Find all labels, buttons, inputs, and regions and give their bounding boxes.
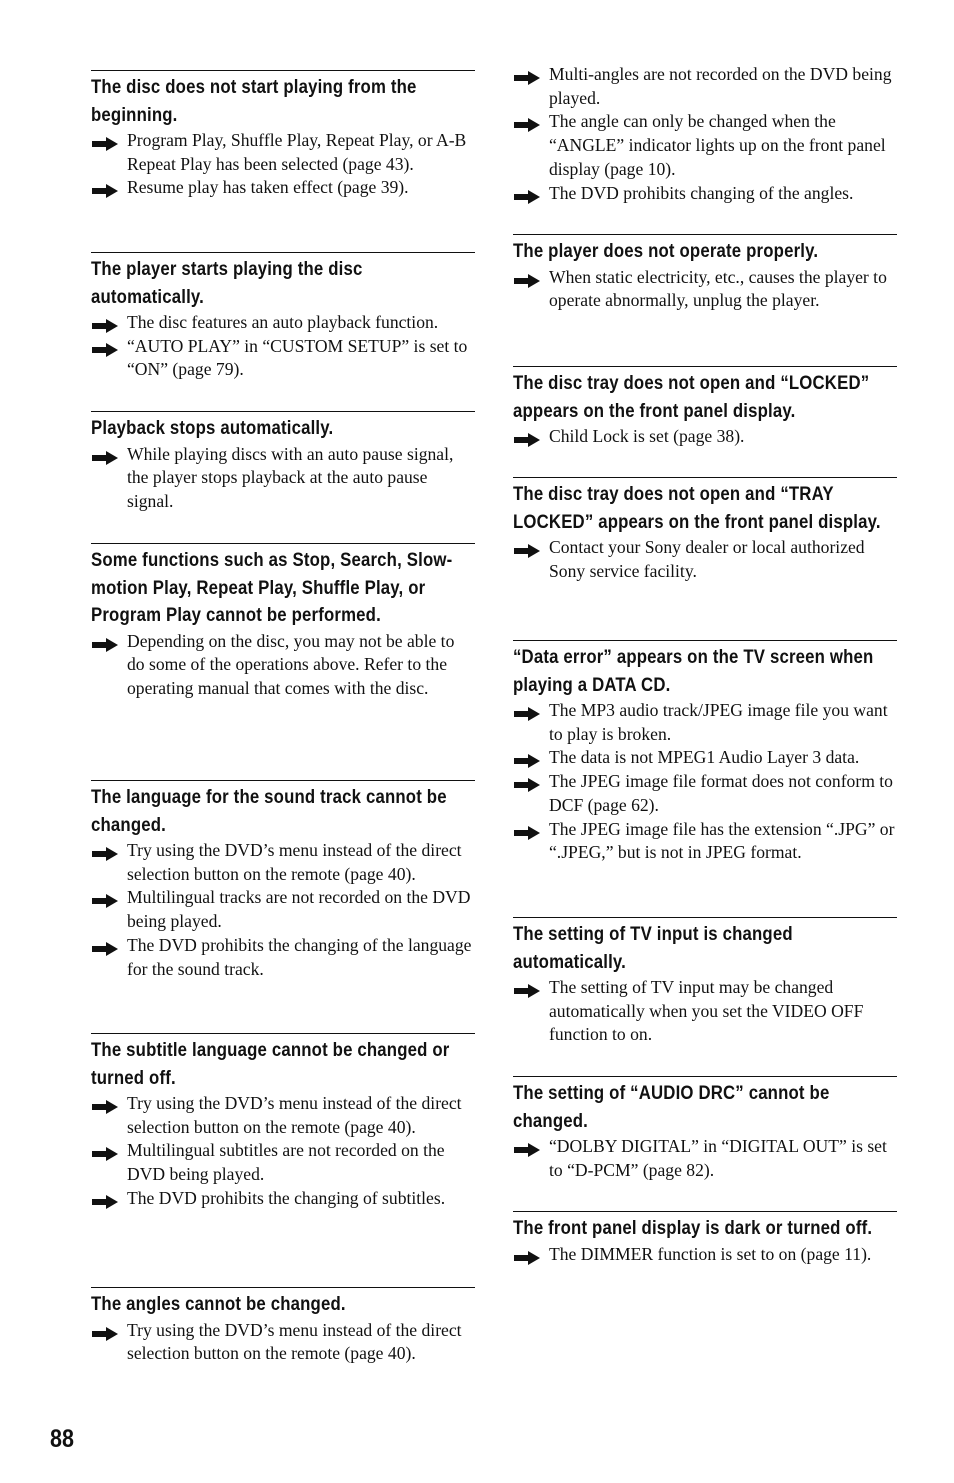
section-heading: The player does not operate properly. [513, 240, 819, 262]
remedy-item [513, 976, 897, 1047]
arrow-icon [92, 939, 118, 953]
remedy-text: When static electricity, etc., causes the player to operate abnormally, unplug the player. [549, 266, 887, 311]
remedy-item [513, 770, 897, 817]
remedy-item [513, 1243, 897, 1267]
trouble-section [91, 1033, 475, 1211]
remedy-item [513, 699, 897, 746]
remedy-item [91, 886, 475, 933]
remedy-item [513, 182, 897, 206]
section-heading: The disc does not start playing from the beginning. [91, 76, 417, 126]
trouble-section [513, 1076, 897, 1182]
remedy-text: The DVD prohibits the changing of subtitles. [127, 1187, 446, 1208]
remedy-text: The DVD prohibits the changing of the language for the sound track. [127, 934, 472, 979]
remedy-text: The angle can only be changed when the “ANGLE” indicator lights up on the front panel display (page 10). [549, 111, 886, 179]
arrow-icon [514, 823, 540, 837]
trouble-section [91, 780, 475, 981]
trouble-section [513, 63, 897, 205]
arrow-icon [514, 751, 540, 765]
arrow-icon [514, 430, 540, 444]
remedy-text: The data is not MPEG1 Audio Layer 3 data. [549, 747, 860, 768]
arrow-icon [514, 187, 540, 201]
remedy-item [91, 1319, 475, 1366]
trouble-section [91, 411, 475, 514]
arrow-icon [514, 1140, 540, 1154]
remedy-text: The disc features an auto playback function. [127, 312, 439, 332]
trouble-section [91, 1287, 475, 1366]
arrow-icon [92, 1097, 118, 1111]
arrow-icon [514, 1248, 540, 1262]
remedy-text: The DIMMER function is set to on (page 11). [549, 1243, 872, 1264]
arrow-icon [514, 775, 540, 789]
remedy-text: Contact your Sony dealer or local authorized Sony service facility. [549, 537, 865, 581]
trouble-section [513, 366, 897, 449]
trouble-section [513, 234, 897, 313]
remedy-item [513, 425, 897, 449]
remedy-item [91, 1139, 475, 1186]
arrow-icon [514, 271, 540, 285]
section-heading: The angles cannot be changed. [91, 1293, 346, 1315]
remedy-item [91, 335, 475, 382]
remedy-text: Try using the DVD’s menu instead of the direct selection button on the remote (page 40). [127, 1319, 462, 1364]
section-heading: “Data error” appears on the TV screen when playing a DATA CD. [513, 646, 874, 696]
arrow-icon [92, 1144, 118, 1158]
arrow-icon [514, 704, 540, 718]
section-heading: The disc tray does not open and “TRAY LOCKED” appears on the front panel display. [513, 483, 881, 533]
section-heading: Some functions such as Stop, Search, Slow-motion Play, Repeat Play, Shuffle Play, or Program Play cannot be performed. [91, 549, 453, 626]
remedy-text: Multilingual tracks are not recorded on the DVD being played. [127, 887, 471, 932]
remedy-item [91, 176, 475, 200]
arrow-icon [92, 1324, 118, 1338]
arrow-icon [92, 181, 118, 195]
remedy-text: Try using the DVD’s menu instead of the direct selection button on the remote (page 40). [127, 840, 462, 884]
remedy-text: The JPEG image file format does not conform to DCF (page 62). [549, 771, 893, 815]
remedy-item [513, 1135, 897, 1182]
remedy-item [91, 129, 475, 176]
remedy-item [91, 1187, 475, 1211]
trouble-section [513, 1211, 897, 1266]
section-heading: The language for the sound track cannot be changed. [91, 786, 447, 836]
remedy-text: Try using the DVD’s menu instead of the direct selection button on the remote (page 40). [127, 1093, 462, 1137]
section-heading: The setting of “AUDIO DRC” cannot be changed. [513, 1082, 830, 1132]
remedy-text: The setting of TV input may be changed automatically when you set the VIDEO OFF function to on. [549, 977, 864, 1045]
remedy-text: Program Play, Shuffle Play, Repeat Play, or A-B Repeat Play has been selected (page 43). [127, 130, 467, 174]
section-heading: The disc tray does not open and “LOCKED” appears on the front panel display. [513, 372, 870, 422]
section-heading: The player starts playing the disc automatically. [91, 258, 363, 308]
remedy-text: “AUTO PLAY” in “CUSTOM SETUP” is set to “ON” (page 79). [127, 335, 468, 380]
remedy-item [91, 443, 475, 514]
remedy-item [513, 536, 897, 583]
remedy-text: Multilingual subtitles are not recorded on the DVD being played. [127, 1140, 445, 1185]
remedy-text: Child Lock is set (page 38). [549, 426, 745, 446]
trouble-section [91, 252, 475, 382]
arrow-icon [92, 340, 118, 354]
trouble-section [513, 640, 897, 865]
remedy-text: Resume play has taken effect (page 39). [127, 177, 409, 198]
arrow-icon [514, 541, 540, 555]
remedy-item [513, 110, 897, 181]
arrow-icon [514, 981, 540, 995]
trouble-section [91, 543, 475, 701]
remedy-text: While playing discs with an auto pause signal, the player stops playback at the auto pause signal. [127, 443, 454, 511]
arrow-icon [514, 68, 540, 82]
trouble-section [91, 70, 475, 200]
arrow-icon [92, 891, 118, 905]
remedy-item [513, 818, 897, 865]
remedy-item [513, 63, 897, 110]
arrow-icon [92, 316, 118, 330]
remedy-text: The JPEG image file has the extension “.JPG” or “.JPEG,” but is not in JPEG format. [549, 818, 895, 863]
remedy-text: The DVD prohibits changing of the angles. [549, 182, 854, 203]
remedy-item [91, 839, 475, 886]
remedy-item [91, 311, 475, 335]
remedy-item [513, 746, 897, 770]
arrow-icon [92, 134, 118, 148]
remedy-text: Multi-angles are not recorded on the DVD being played. [549, 64, 892, 108]
arrow-icon [92, 844, 118, 858]
remedy-item [513, 266, 897, 313]
arrow-icon [92, 635, 118, 649]
arrow-icon [92, 1192, 118, 1206]
remedy-item [91, 630, 475, 701]
arrow-icon [92, 448, 118, 462]
section-heading: The subtitle language cannot be changed or turned off. [91, 1039, 450, 1089]
remedy-text: The MP3 audio track/JPEG image file you want to play is broken. [549, 700, 888, 744]
remedy-text: “DOLBY DIGITAL” in “DIGITAL OUT” is set to “D-PCM” (page 82). [549, 1136, 887, 1180]
arrow-icon [514, 115, 540, 129]
trouble-section [513, 477, 897, 583]
remedy-text: Depending on the disc, you may not be able to do some of the operations above. Refer to the operating manual that comes with the disc. [127, 630, 455, 698]
remedy-item [91, 934, 475, 981]
trouble-section [513, 917, 897, 1047]
page-number: 88 [50, 1425, 74, 1453]
remedy-item [91, 1092, 475, 1139]
section-heading: Playback stops automatically. [91, 417, 334, 439]
section-heading: The setting of TV input is changed automatically. [513, 923, 793, 973]
section-heading: The front panel display is dark or turned off. [513, 1217, 873, 1239]
